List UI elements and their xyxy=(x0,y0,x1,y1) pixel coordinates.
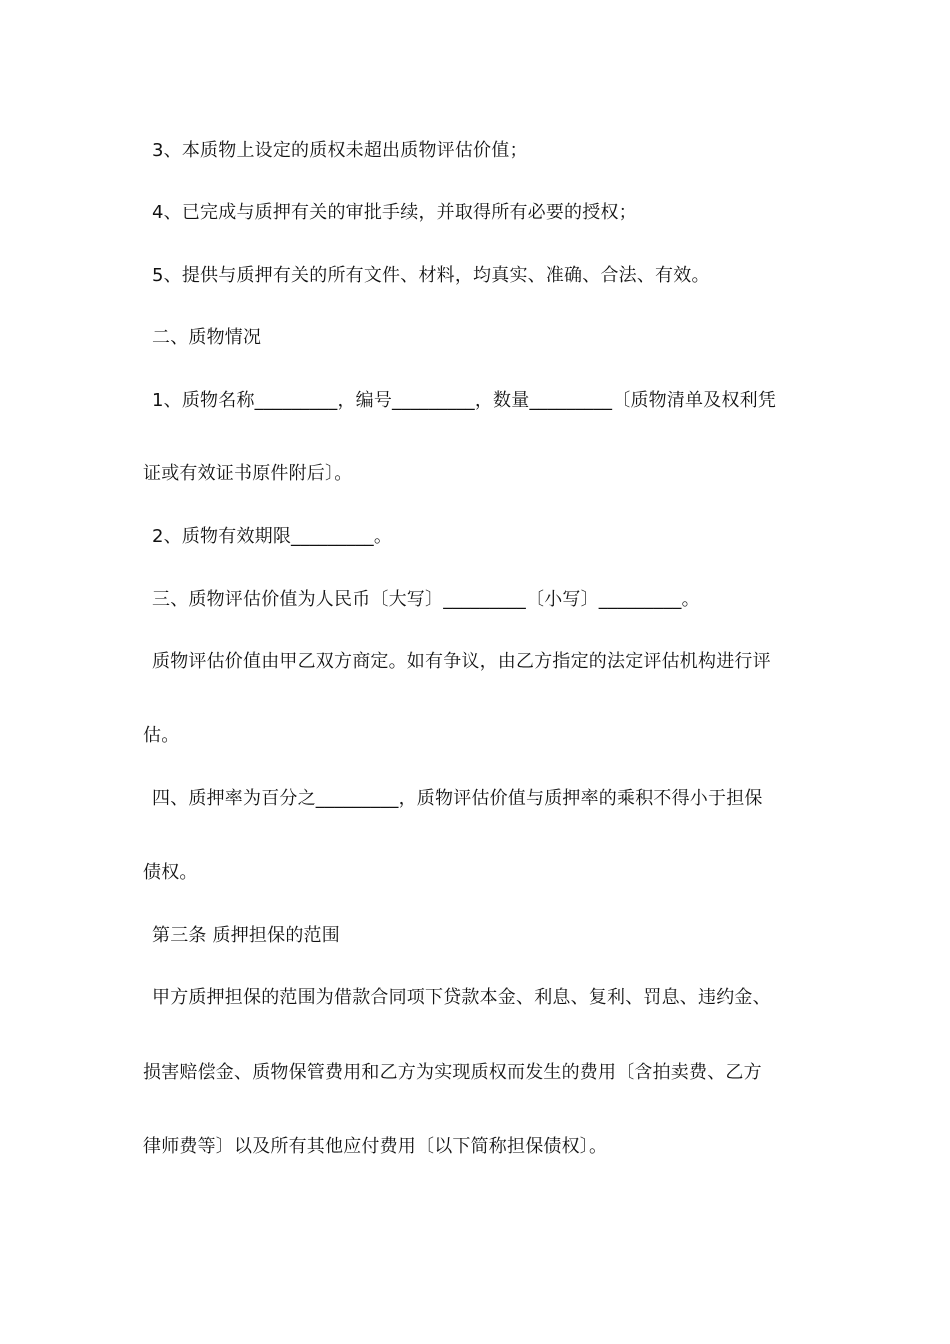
article-three-heading: 第三条 质押担保的范围 xyxy=(152,925,340,946)
section-three-valuation: 三、质物评估价值为人民币〔大写〕_________〔小写〕_________。 xyxy=(152,589,700,610)
clause-5-text: 5、提供与质押有关的所有文件、材料，均真实、准确、合法、有效。 xyxy=(152,265,710,286)
pledge-rate-continuation: 债权。 xyxy=(143,862,198,883)
guarantee-scope-continuation-2: 律师费等〕以及所有其他应付费用〔以下简称担保债权〕。 xyxy=(143,1136,608,1157)
valuation-paragraph: 质物评估价值由甲乙双方商定。如有争议，由乙方指定的法定评估机构进行评 xyxy=(152,651,771,672)
valuation-paragraph-continuation: 估。 xyxy=(143,725,180,746)
clause-4-text: 4、已完成与质押有关的审批手续，并取得所有必要的授权； xyxy=(152,202,637,223)
pledge-item-1-continuation: 证或有效证书原件附后〕。 xyxy=(143,463,353,484)
pledge-item-1-text: 1、质物名称_________，编号_________，数量_________〔质物清单及权利凭 xyxy=(152,390,777,411)
section-heading-pledge-status: 二、质物情况 xyxy=(152,327,262,348)
guarantee-scope-continuation-1: 损害赔偿金、质物保管费用和乙方为实现质权而发生的费用〔含拍卖费、乙方 xyxy=(143,1062,762,1083)
guarantee-scope-paragraph: 甲方质押担保的范围为借款合同项下贷款本金、利息、复利、罚息、违约金、 xyxy=(152,987,771,1008)
section-four-pledge-rate: 四、质押率为百分之_________，质物评估价值与质押率的乘积不得小于担保 xyxy=(152,788,763,809)
clause-3-text: 3、本质物上设定的质权未超出质物评估价值； xyxy=(152,140,528,161)
pledge-item-2-text: 2、质物有效期限_________。 xyxy=(152,526,393,547)
